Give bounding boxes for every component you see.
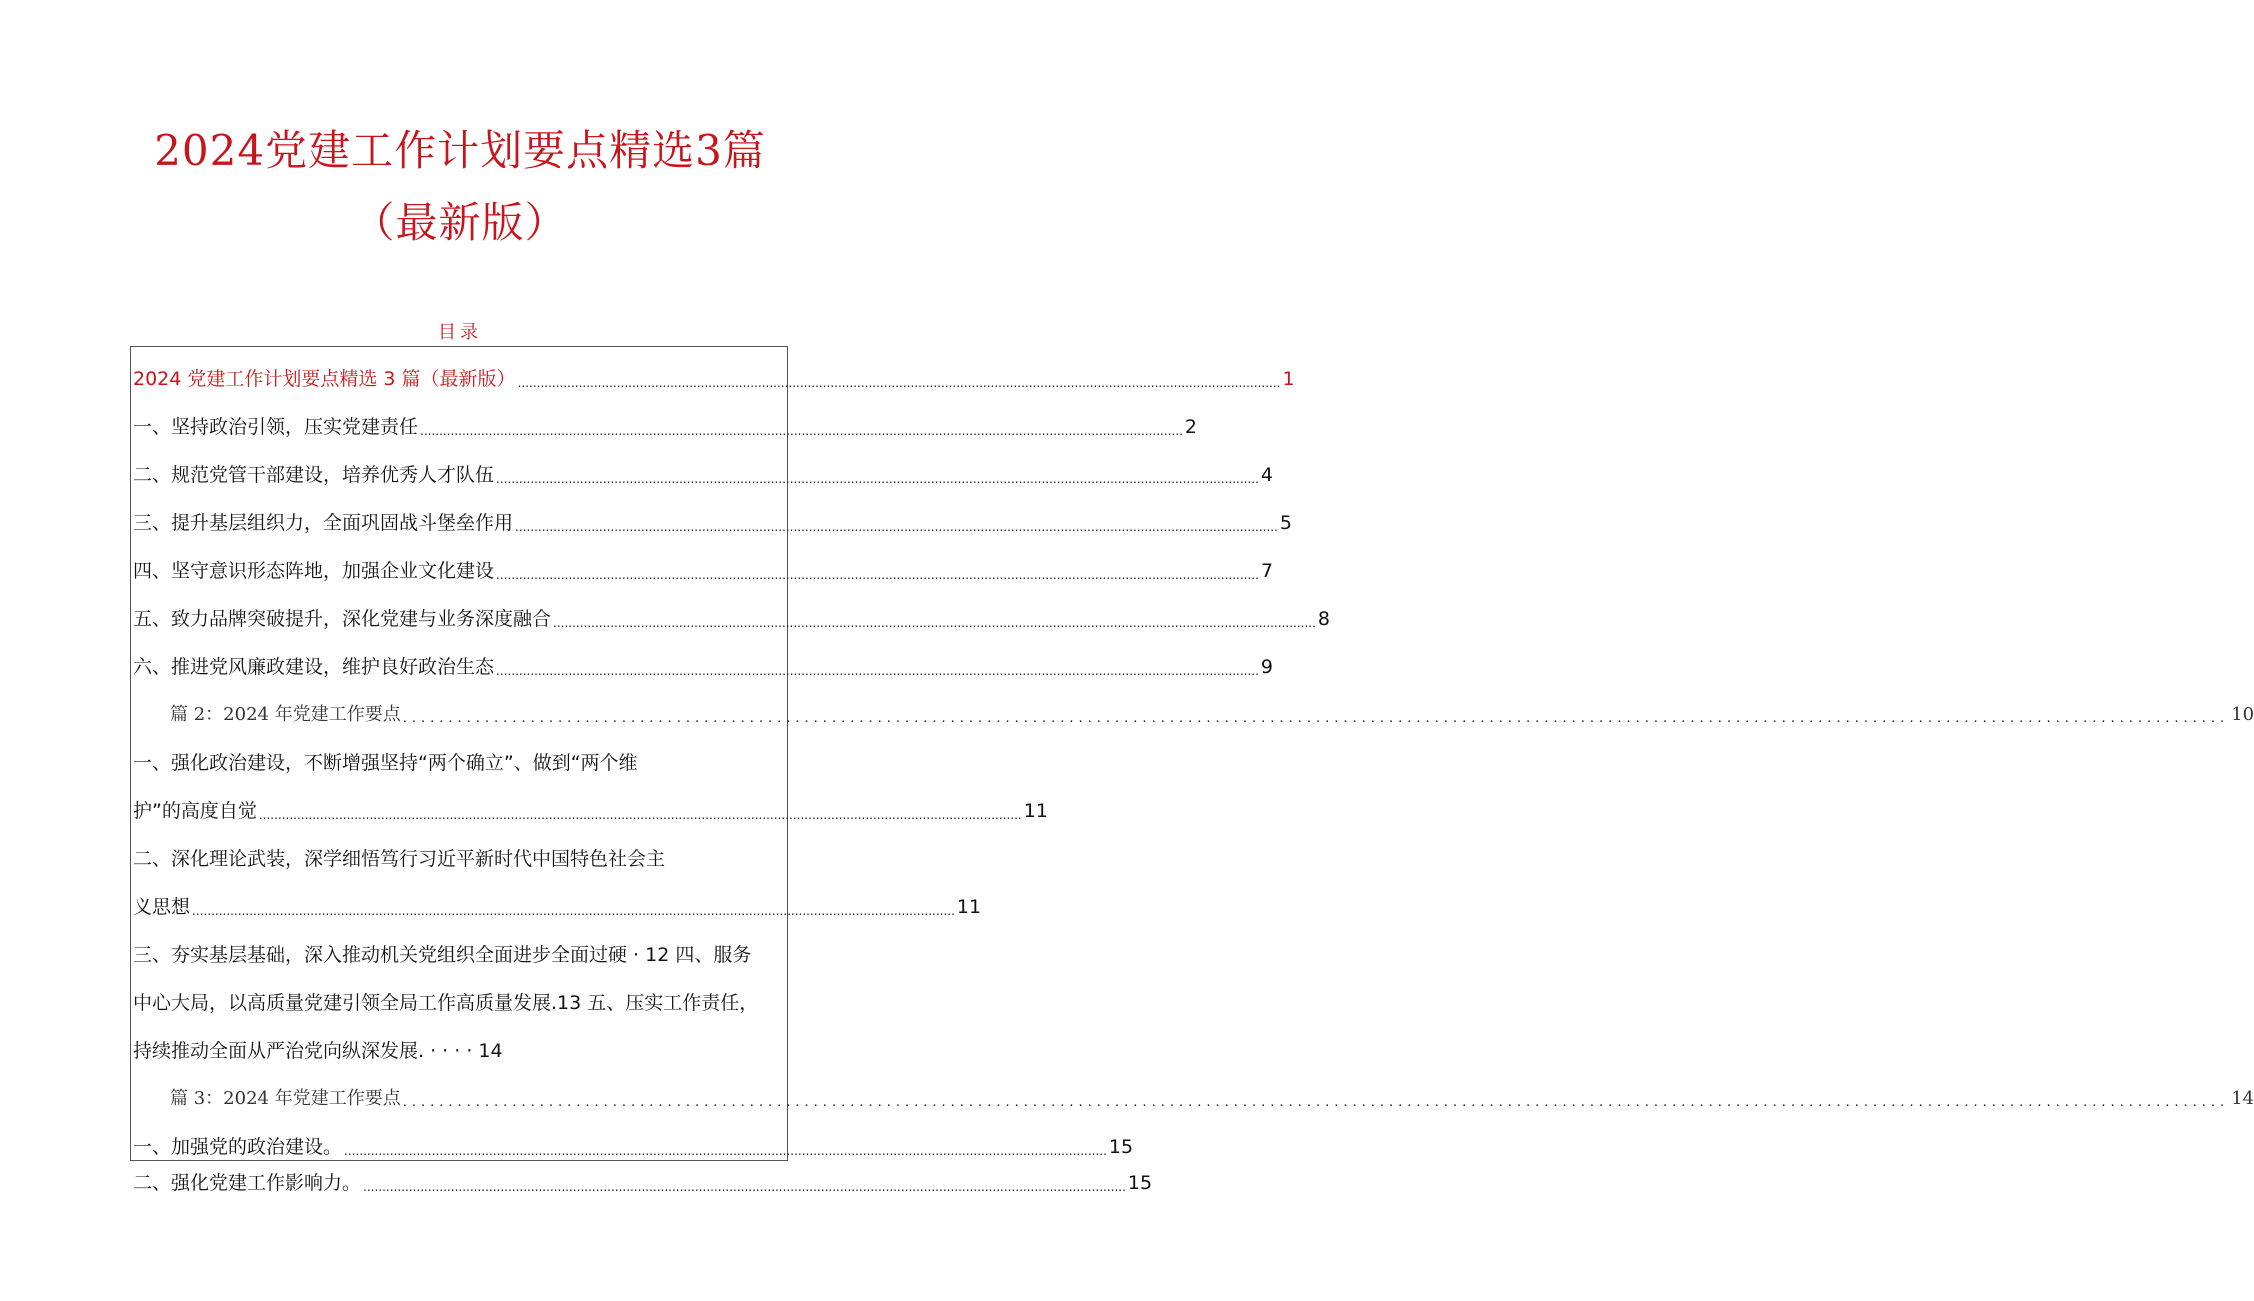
toc-entry-text: 2024 党建工作计划要点精选 3 篇（最新版） [133,368,516,390]
toc-page-number: 15 [1108,1136,1134,1158]
toc-entry[interactable] [133,556,1273,586]
toc-entry-text: 持续推动全面从严治党向纵深发展. · · · · 14 [133,1040,503,1062]
toc-leader-dots: ........................................................................................................................................................................................................ [192,904,955,918]
toc-page-number: 14 [2231,1088,2254,1109]
toc-heading: 目录 [438,322,482,343]
toc-leader-dots: ........................................................................................................................................................................................................ [496,664,1259,678]
toc-page-number: 1 [1282,368,1295,390]
toc-entry-text: 篇 2：2024 年党建工作要点 [170,704,401,725]
toc-page-number: 15 [1127,1172,1153,1194]
toc-leader-dots: ........................................................................................................................................................................................................ [496,472,1259,486]
toc-entry[interactable] [133,460,1273,490]
toc-entry[interactable] [133,508,1292,538]
toc-entry-text: 二、规范党管干部建设，培养优秀人才队伍 [133,464,495,486]
toc-entry[interactable] [133,844,775,874]
toc-entry-text: 五、致力品牌突破提升，深化党建与业务深度融合 [133,608,552,630]
toc-entry-main-title[interactable] [133,364,1295,394]
toc-page-number: 8 [1317,608,1330,630]
toc-entry[interactable] [133,748,775,778]
toc-entry-text: 二、深化理论武装，深学细悟笃行习近平新时代中国特色社会主 [133,848,666,870]
toc-leader-dots: ........................................................................................................................................................................................................ [553,616,1316,630]
toc-entry-text: 三、提升基层组织力，全面巩固战斗堡垒作用 [133,512,514,534]
toc-page-number: 11 [1023,800,1048,822]
toc-entry-text: 六、推进党风廉政建设，维护良好政治生态 [133,656,495,678]
toc-page-number: 5 [1279,512,1292,534]
toc-leader-dots: ........................................................................................................................................................................................................ [344,1144,1107,1158]
toc-leader-dots: ........................................................................................................................................................................................................ [402,711,2230,726]
document-title-line-2: （最新版） [352,198,568,247]
toc-entry[interactable] [133,604,1330,634]
toc-entry-text: 一、加强党的政治建设。 [133,1136,343,1158]
toc-entry[interactable] [133,892,982,922]
toc-entry-text: 一、坚持政治引领，压实党建责任 [133,416,419,438]
toc-leader-dots: ........................................................................................................................................................................................................ [515,520,1278,534]
toc-entry-text: 篇 3：2024 年党建工作要点 [170,1088,401,1109]
toc-leader-dots: ........................................................................................................................................................................................................ [517,376,1281,390]
toc-entry-text: 二、强化党建工作影响力。 [133,1172,362,1194]
toc-page-number: 9 [1260,656,1273,678]
toc-entry[interactable] [133,988,788,1018]
toc-entry-text: 三、夯实基层基础，深入推动机关党组织全面进步全面过硬 · 12 四、服务 [133,944,752,966]
toc-entry-text: 中心大局，以高质量党建引领全局工作高质量发展.13 五、压实工作责任， [133,992,759,1014]
toc-page-number: 4 [1260,464,1273,486]
toc-leader-dots: ........................................................................................................................................................................................................ [496,568,1259,582]
toc-entry-text: 一、强化政治建设，不断增强坚持“两个确立”、做到“两个维 [133,752,638,774]
toc-page-number: 2 [1184,416,1197,438]
toc-entry-text: 护”的高度自觉 [133,800,257,822]
toc-entry-part-2[interactable] [170,700,2254,730]
toc-entry[interactable] [133,412,1197,442]
toc-leader-dots: ........................................................................................................................................................................................................ [402,1095,2230,1110]
toc-entry[interactable] [133,940,788,970]
toc-leader-dots: ........................................................................................................................................................................................................ [363,1180,1126,1194]
toc-page-number: 11 [956,896,982,918]
toc-entry-part-3[interactable] [170,1084,2254,1114]
toc-entry[interactable] [133,1132,1134,1162]
toc-entry[interactable] [133,1168,1153,1198]
toc-entry[interactable] [133,1036,775,1066]
toc-page-number: 7 [1260,560,1273,582]
toc-entry[interactable] [133,652,1273,682]
toc-entry-text: 四、坚守意识形态阵地，加强企业文化建设 [133,560,495,582]
document-title-line-1: 2024党建工作计划要点精选3篇 [154,126,766,175]
toc-entry-text: 义思想 [133,896,191,918]
toc-page-number: 10 [2231,704,2254,725]
toc-entry[interactable] [133,796,1048,826]
toc-leader-dots: ........................................................................................................................................................................................................ [420,424,1183,438]
toc-leader-dots: ........................................................................................................................................................................................................ [258,808,1022,822]
